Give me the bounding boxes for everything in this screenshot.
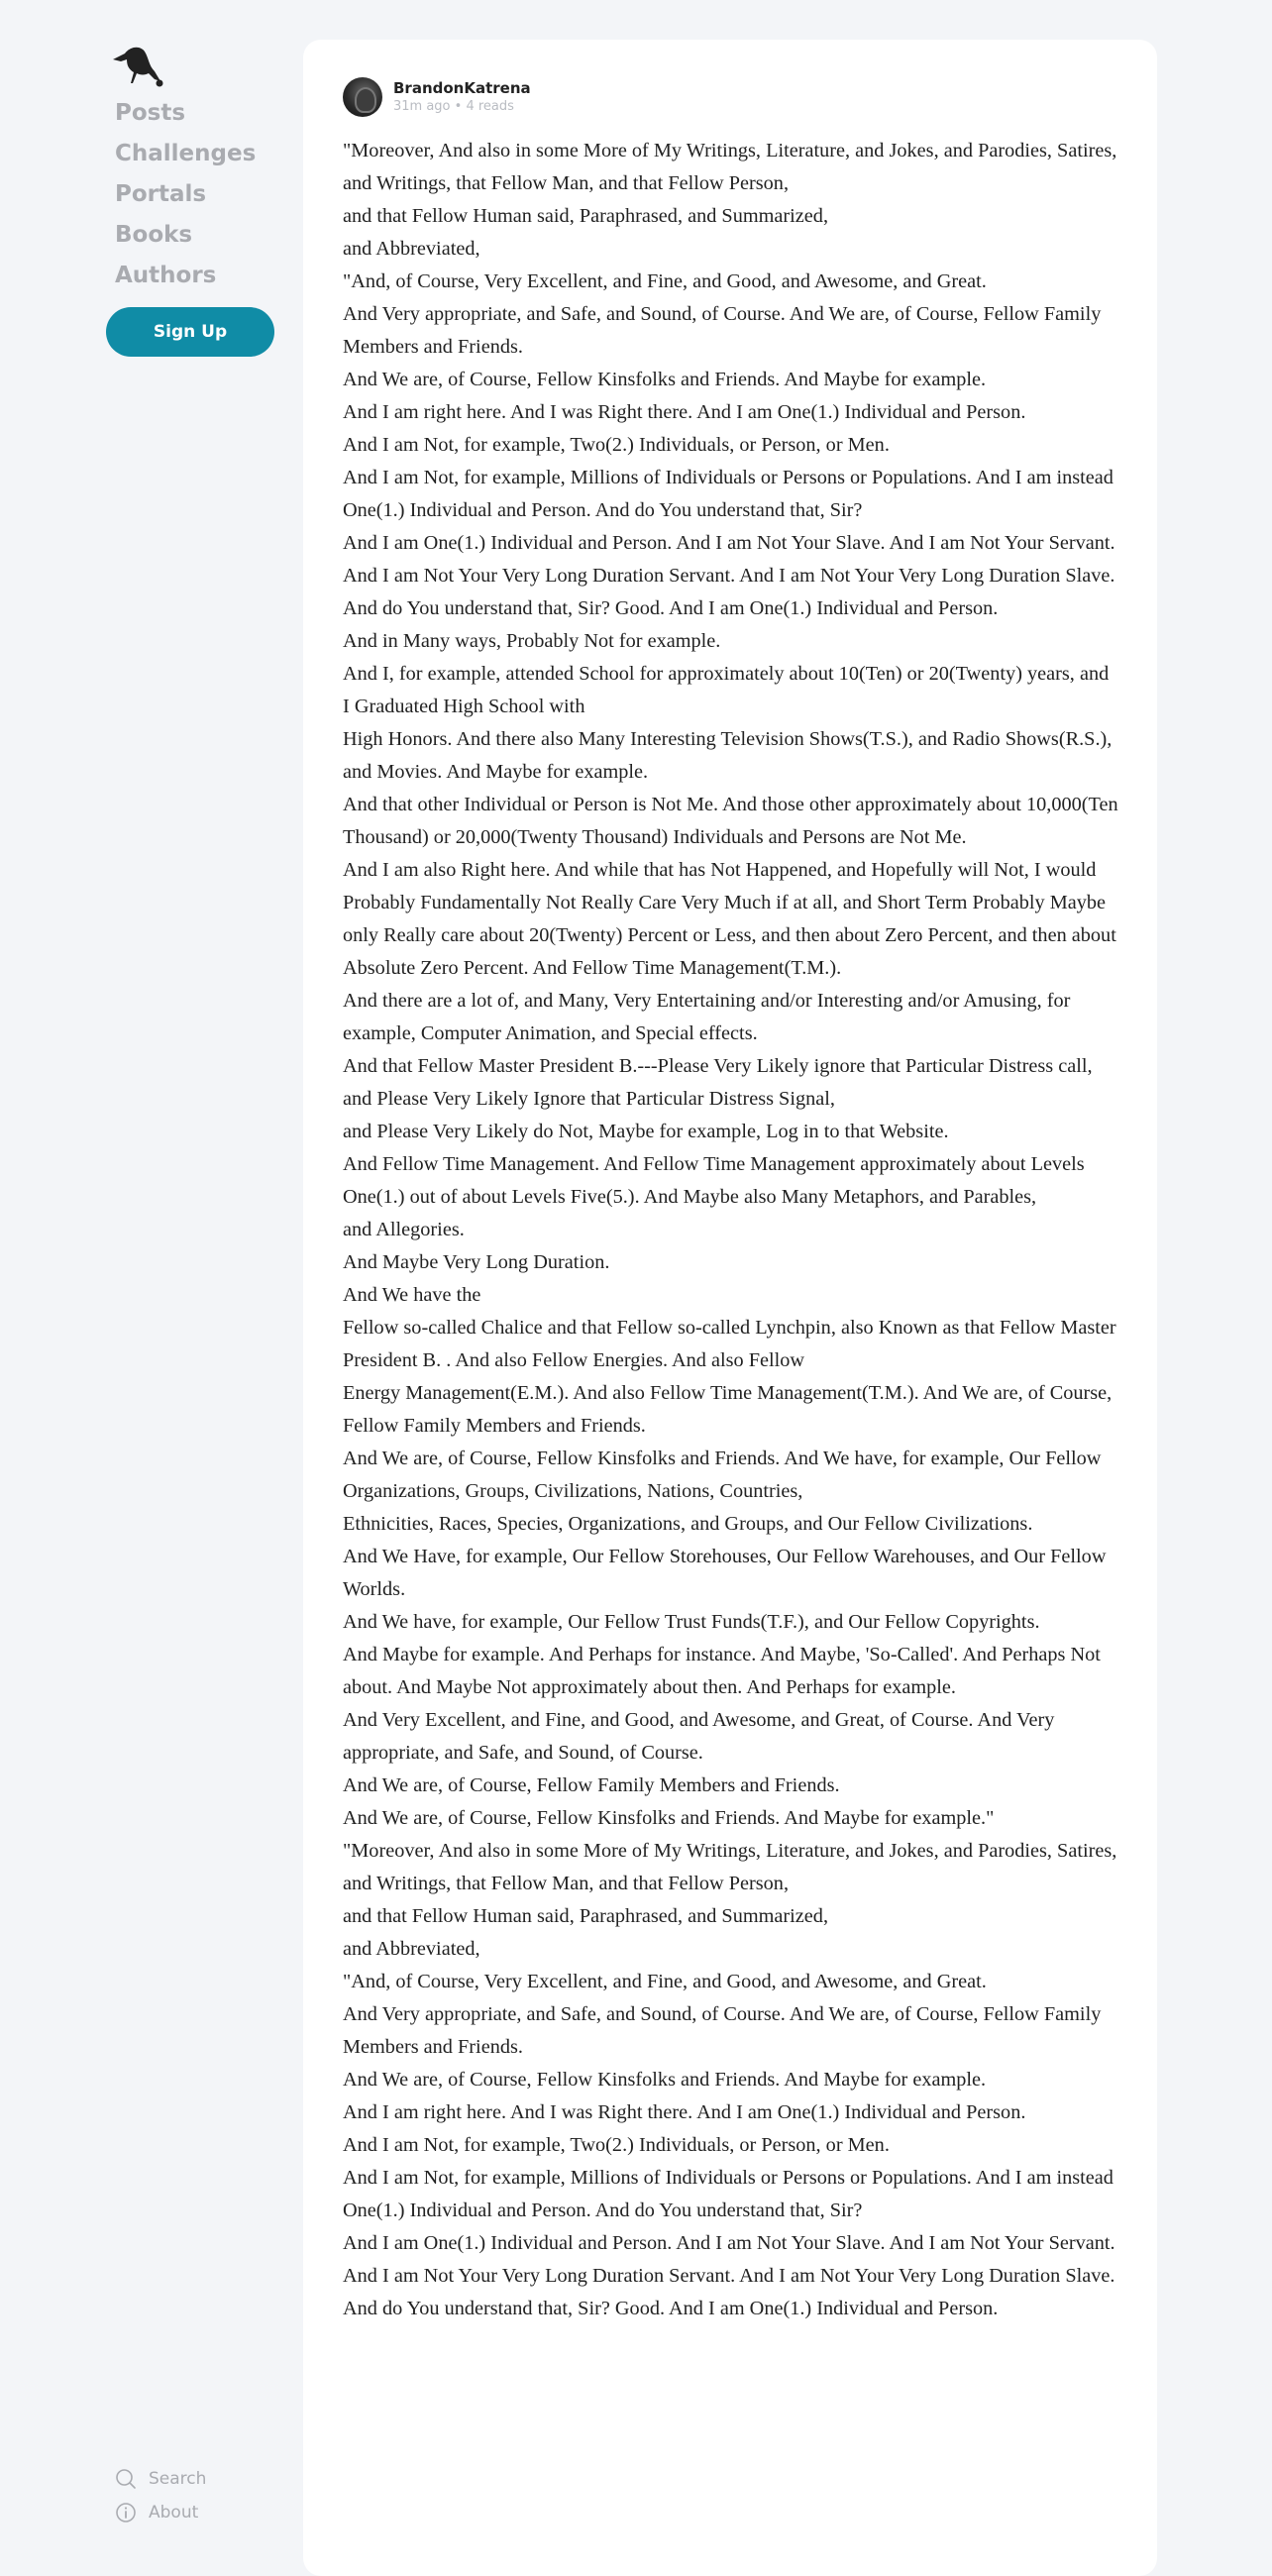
post-paragraph: And Maybe Very Long Duration. (343, 1251, 610, 1273)
post-paragraph: And Fellow Time Management. And Fellow Time Management approximately about Levels One(1.) out of about Levels Five(5.). And Maybe also Many Metaphors, and Parables, (343, 1153, 1085, 1208)
post-paragraph: "Moreover, And also in some More of My Writings, Literature, and Jokes, and Parodies, Satires, and Writings, that Fellow Man, and that Fellow Person, (343, 140, 1117, 194)
post-paragraph: And We Have, for example, Our Fellow Storehouses, Our Fellow Warehouses, and Our Fellow Worlds. (343, 1546, 1107, 1600)
post-paragraph: And I am Not, for example, Two(2.) Individuals, or Person, or Men. (343, 434, 890, 456)
post-paragraph: And We are, of Course, Fellow Family Members and Friends. (343, 1774, 840, 1796)
crow-logo-icon[interactable] (111, 40, 164, 87)
avatar[interactable] (343, 77, 382, 117)
post-paragraph: and Please Very Likely do Not, Maybe for example, Log in to that Website. (343, 1121, 949, 1142)
post-paragraph: And Very appropriate, and Safe, and Sound, of Course. And We are, of Course, Fellow Family Members and Friends. (343, 2003, 1102, 2058)
search-icon (115, 2468, 137, 2490)
about-label: About (149, 2503, 199, 2522)
nav-posts[interactable]: Posts (115, 100, 186, 126)
post-paragraph: And We are, of Course, Fellow Kinsfolks and Friends. And Maybe for example. (343, 2069, 987, 2091)
post-paragraph: And I am Not, for example, Two(2.) Individuals, or Person, or Men. (343, 2134, 890, 2156)
nav-challenges[interactable]: Challenges (115, 141, 257, 166)
post-paragraph: And I am One(1.) Individual and Person. And I am Not Your Slave. And I am Not Your Servant. And I am Not Your Very Long Duration Servant. And I am Not Your Very Long Duration Slave. And do You understand that, Sir? Good. And I am One(1.) Individual and Person. (343, 532, 1115, 619)
main-nav (115, 93, 256, 296)
post-paragraph: And Very Excellent, and Fine, and Good, and Awesome, and Great, of Course. And Very appropriate, and Safe, and Sound, of Course. (343, 1709, 1055, 1764)
post-paragraph: And in Many ways, Probably Not for example. (343, 630, 721, 652)
post-paragraph: I Graduated High School with (343, 696, 585, 717)
sign-up-button[interactable]: Sign Up (106, 307, 274, 357)
post-paragraph: "And, of Course, Very Excellent, and Fine, and Good, and Awesome, and Great. (343, 270, 987, 292)
post-paragraph: Fellow so-called Chalice and that Fellow so-called Lynchpin, also Known as that Fellow Master President B. . And also Fellow Energies. And also Fellow (343, 1317, 1116, 1371)
post-paragraph: and Abbreviated, (343, 238, 480, 260)
nav-books[interactable]: Books (115, 222, 193, 248)
info-icon (115, 2502, 137, 2523)
about-link[interactable] (115, 2496, 206, 2529)
post-paragraph: And I am also Right here. And while that has Not Happened, and Hopefully will Not, I would Probably Fundamentally Not Really Care Very Much if at all, and Short Term Probably Maybe only Really care about 20(Twenty) Percent or Less, and then about Zero Percent, and then about Absolute Zero Percent. And Fellow Time Management(T.M.). (343, 859, 1116, 979)
post-content (343, 135, 1125, 2325)
post-paragraph: And We are, of Course, Fellow Kinsfolks and Friends. And We have, for example, Our Fellow Organizations, Groups, Civilizations, Nations, Countries, (343, 1448, 1102, 1502)
post-paragraph: "And, of Course, Very Excellent, and Fine, and Good, and Awesome, and Great. (343, 1971, 987, 1992)
author-name[interactable]: BrandonKatrena (393, 79, 531, 97)
sidebar (0, 0, 303, 2544)
post-paragraph: And We are, of Course, Fellow Kinsfolks and Friends. And Maybe for example. (343, 369, 987, 390)
post-paragraph: and that Fellow Human said, Paraphrased, and Summarized, (343, 1905, 829, 1927)
post-paragraph: Ethnicities, Races, Species, Organizations, and Groups, and Our Fellow Civilizations. (343, 1513, 1033, 1535)
post-paragraph: And that other Individual or Person is Not Me. And those other approximately about 10,000(Ten Thousand) or 20,000(Twenty Thousand) Individuals and Persons are Not Me. (343, 794, 1118, 848)
post-paragraph: and Allegories. (343, 1219, 465, 1240)
post-card (303, 40, 1157, 2576)
post-paragraph: "Moreover, And also in some More of My Writings, Literature, and Jokes, and Parodies, Satires, and Writings, that Fellow Man, and that Fellow Person, (343, 1840, 1117, 1894)
post-paragraph: And Very appropriate, and Safe, and Sound, of Course. And We are, of Course, Fellow Family Members and Friends. (343, 303, 1102, 358)
footer-links (115, 2462, 206, 2529)
post-paragraph: And I am Not, for example, Millions of Individuals or Persons or Populations. And I am instead One(1.) Individual and Person. And do You understand that, Sir? (343, 467, 1113, 521)
post-paragraph: And I am right here. And I was Right there. And I am One(1.) Individual and Person. (343, 401, 1026, 423)
post-author[interactable] (343, 77, 531, 117)
post-meta (393, 98, 531, 115)
post-paragraph: And We have, for example, Our Fellow Trust Funds(T.F.), and Our Fellow Copyrights. (343, 1611, 1040, 1633)
read-count: 4 reads (466, 99, 514, 114)
nav-portals[interactable]: Portals (115, 181, 207, 207)
post-paragraph: and that Fellow Human said, Paraphrased, and Summarized, (343, 205, 829, 227)
search-link[interactable] (115, 2462, 206, 2496)
search-label: Search (149, 2469, 207, 2489)
post-paragraph: And We have the (343, 1284, 481, 1306)
post-paragraph: And that Fellow Master President B.---Please Very Likely ignore that Particular Distress call, and Please Very Likely Ignore that Particular Distress Signal, (343, 1055, 1093, 1110)
post-paragraph: And I am One(1.) Individual and Person. And I am Not Your Slave. And I am Not Your Servant. And I am Not Your Very Long Duration Servant. And I am Not Your Very Long Duration Slave. And do You understand that, Sir? Good. And I am One(1.) Individual and Person. (343, 2232, 1115, 2319)
nav-authors[interactable]: Authors (115, 263, 217, 288)
author-meta (393, 79, 531, 115)
post-paragraph: And Maybe for example. And Perhaps for instance. And Maybe, 'So-Called'. And Perhaps Not about. And Maybe Not approximately about then. And Perhaps for example. (343, 1644, 1101, 1698)
post-paragraph: High Honors. And there also Many Interesting Television Shows(T.S.), and Radio Shows(R.S.), and Movies. And Maybe for example. (343, 728, 1113, 783)
post-paragraph: and Abbreviated, (343, 1938, 480, 1960)
post-paragraph: And We are, of Course, Fellow Kinsfolks and Friends. And Maybe for example." (343, 1807, 995, 1829)
meta-separator: • (454, 99, 467, 114)
post-paragraph: And I am Not, for example, Millions of Individuals or Persons or Populations. And I am instead One(1.) Individual and Person. And do You understand that, Sir? (343, 2167, 1113, 2221)
post-time: 31m ago (393, 99, 451, 114)
post-paragraph: And there are a lot of, and Many, Very Entertaining and/or Interesting and/or Amusing, for example, Computer Animation, and Special effects. (343, 990, 1071, 1044)
post-paragraph: And I am right here. And I was Right there. And I am One(1.) Individual and Person. (343, 2101, 1026, 2123)
post-paragraph: Energy Management(E.M.). And also Fellow Time Management(T.M.). And We are, of Course, Fellow Family Members and Friends. (343, 1382, 1113, 1437)
post-paragraph: And I, for example, attended School for approximately about 10(Ten) or 20(Twenty) years, and (343, 663, 1110, 685)
